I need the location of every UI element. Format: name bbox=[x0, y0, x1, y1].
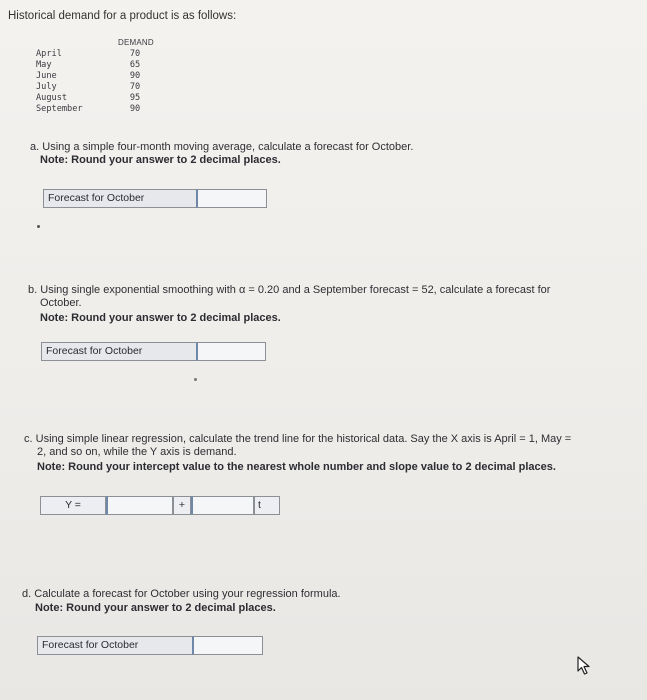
forecast-october-a-label: Forecast for October bbox=[43, 189, 197, 208]
part-d-label: d. bbox=[22, 588, 32, 600]
forecast-october-a-input[interactable] bbox=[196, 189, 267, 208]
part-a-label: a. bbox=[30, 141, 40, 153]
part-c-question-line1: Using simple linear regression, calculate the trend line for the historical data. Say the X axis is April = 1, May = bbox=[35, 433, 572, 445]
t-variable-label: t bbox=[254, 496, 280, 515]
question-b bbox=[28, 284, 638, 325]
bullet-marker bbox=[194, 378, 197, 381]
slope-input[interactable] bbox=[191, 496, 254, 515]
month-cell: April bbox=[36, 49, 62, 59]
demand-table bbox=[36, 38, 166, 120]
part-c-note: Note: Round your intercept value to the nearest whole number and slope value to 2 decimal places. bbox=[37, 461, 556, 473]
month-cell: May bbox=[36, 60, 52, 70]
part-a-note: Note: Round your answer to 2 decimal places. bbox=[40, 154, 281, 166]
month-cell: September bbox=[36, 104, 83, 114]
question-c bbox=[24, 433, 644, 474]
month-cell: July bbox=[36, 82, 57, 92]
question-a bbox=[30, 141, 630, 167]
month-cell: August bbox=[36, 93, 68, 103]
part-c-label: c. bbox=[24, 433, 33, 445]
forecast-october-d-input[interactable] bbox=[192, 636, 263, 655]
demand-cell: 70 bbox=[129, 49, 141, 59]
intro-text: Historical demand for a product is as follows: bbox=[8, 10, 237, 22]
question-d bbox=[22, 588, 642, 615]
part-c-question-line2: 2, and so on, while the Y axis is demand. bbox=[37, 446, 237, 458]
part-b-note: Note: Round your answer to 2 decimal places. bbox=[40, 312, 281, 324]
part-a-question: Using a simple four-month moving average, calculate a forecast for October. bbox=[42, 141, 414, 153]
part-d-note: Note: Round your answer to 2 decimal places. bbox=[35, 602, 276, 614]
plus-sign: + bbox=[173, 496, 191, 515]
demand-cell: 90 bbox=[129, 71, 141, 81]
y-equals-label: Y = bbox=[40, 496, 106, 515]
month-cell: June bbox=[36, 71, 57, 81]
part-b-label: b. bbox=[28, 284, 38, 296]
intercept-input[interactable] bbox=[106, 496, 173, 515]
part-d-question: Calculate a forecast for October using your regression formula. bbox=[34, 588, 341, 600]
mouse-pointer-icon bbox=[577, 656, 593, 676]
demand-cell: 70 bbox=[129, 82, 141, 92]
forecast-october-b-input[interactable] bbox=[196, 342, 266, 361]
demand-header: DEMAND bbox=[118, 38, 154, 47]
forecast-october-b-label: Forecast for October bbox=[41, 342, 197, 361]
part-b-question-line1: Using single exponential smoothing with α = 0.20 and a September forecast = 52, calculate a forecast for bbox=[40, 284, 551, 296]
part-b-question-line2: October. bbox=[40, 297, 82, 309]
demand-cell: 65 bbox=[129, 60, 141, 70]
demand-cell: 90 bbox=[129, 104, 141, 114]
bullet-marker bbox=[37, 225, 40, 228]
forecast-october-d-label: Forecast for October bbox=[37, 636, 193, 655]
demand-cell: 95 bbox=[129, 93, 141, 103]
